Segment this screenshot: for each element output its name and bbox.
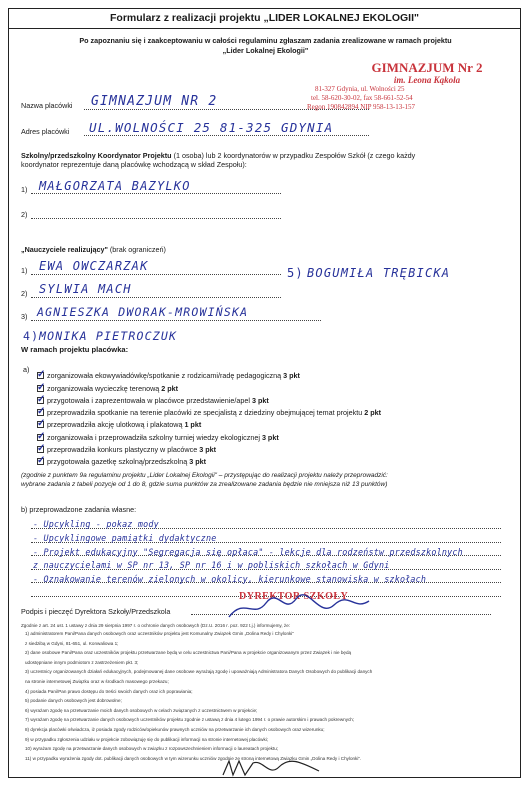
consent-item: 7) wyrażam zgodę na przetwarzanie danych osobowych uczestników projektu zgodnie z ustawą z dnia 4 lutego 1994 r. o prawie autorskim i prawach pokrewnych;: [25, 717, 355, 723]
note-line-1: (zgodnie z punktem 9a regulaminu projektu „Lider Lokalnej Ekologii" – przystępując do realizacji projektu należy przeprowadzić:: [21, 472, 388, 479]
address-field[interactable]: UL.WOLNOŚCI 25 81-325 GDYNIA: [89, 120, 334, 135]
consent-item: 5) podanie danych osobowych jest dobrowolne;: [25, 698, 122, 704]
address-line: [84, 135, 369, 136]
own-task-field[interactable]: z nauczycielami w SP nr 13, SP nr 16 i w pobliskich szkołach w Gdyni: [33, 560, 390, 570]
director-signature-icon: [224, 589, 374, 625]
activity-points: 1 pkt: [184, 420, 202, 429]
activity-points: 2 pkt: [364, 408, 381, 417]
consent-item: 11) w przypadku wyrażenia zgody dot. publikacji danych osobowych w tym wizerunku uczniów zgodnie ze stroną internetową Związku Gmin „Dolina Redy i Chylonki".: [25, 755, 362, 761]
coordinators-heading: [21, 151, 516, 160]
stamp-line-5: Regon 190842894 NIP 958-13-13-157: [307, 103, 416, 111]
consent-item: 1) administratorem Pani/Pana danych osobowych oraz uczestników projektu jest Komunalny Związek Gmin „Dolina Redy i Chylonki": [25, 631, 294, 636]
stamp-line-1: GIMNAZJUM Nr 2: [371, 60, 483, 75]
teacher-num: 2): [21, 289, 28, 298]
teachers-heading-bold: „Nauczyciele realizujący": [21, 245, 108, 254]
checkmark-icon: ✓: [37, 406, 46, 417]
teacher-4-field[interactable]: MONIKA PIETROCZUK: [39, 329, 178, 343]
activity-text: przeprowadziła konkurs plastyczny w placówce: [47, 445, 198, 454]
checkmark-icon: ✓: [37, 418, 46, 429]
school-stamp: [307, 61, 517, 112]
activity-item: [47, 445, 216, 454]
note-line-2: wybrane zadania z tabeli pozycje od 1 do 8, gdzie suma punktów za zrealizowane zadania będzie nie mniejsza niż 13 punktów): [21, 481, 388, 488]
activity-item: [47, 433, 279, 442]
coordinators-heading-bold: Szkolny/przedszkolny Koordynator Projektu: [21, 151, 172, 160]
section-a-label: a): [23, 365, 30, 374]
form-page: [8, 8, 521, 778]
activity-text: przeprowadziła akcję ulotkową i plakatową: [47, 420, 183, 429]
activity-text: przygotowała i zaprezentowała w placówce przedstawienie/apel: [47, 396, 250, 405]
consent-item: 2) dane osobowe Pani/Pana oraz uczestników projektu przetwarzane będą w celu uczestnictwa Pani/Pana w projekcie organizowanym przez Związek i nie będą: [25, 650, 352, 656]
consent-item: 9) w przypadku zgłoszenia udziału w projekcie zobowiązuję się do publikacji informacji na stronie internetowej placówki;: [25, 736, 269, 742]
coordinator-line: [31, 218, 281, 219]
form-title: Formularz z realizacji projektu „LIDER LOKALNEJ EKOLOGII": [9, 9, 520, 29]
coordinator-num: 1): [21, 185, 28, 194]
stamp-line-2: im. Leona Kąkola: [393, 75, 461, 85]
teacher-1-field[interactable]: EWA OWCZARZAK: [39, 259, 149, 273]
activity-text: zorganizowała i przeprowadziła szkolny turniej wiedzy ekologicznej: [47, 433, 260, 442]
own-task-field[interactable]: - Upcyklingowe pamiątki dydaktyczne: [33, 533, 217, 543]
coordinator-1-field[interactable]: MAŁGORZATA BAZYLKO: [39, 179, 191, 193]
activity-points: 3 pkt: [189, 457, 207, 466]
intro-line-1: Po zapoznaniu się i zaakceptowaniu w całości regulaminu zgłaszam zadania zrealizowane w ramach projektu: [79, 36, 452, 45]
activity-points: 3 pkt: [283, 371, 300, 380]
teachers-heading-rest: (brak ograniczeń): [107, 245, 166, 254]
own-task-field[interactable]: - Upcykling - pokaz mody: [33, 519, 159, 529]
consent-item: udostępniane innym podmiotom z zastrzeżeniem pkt. 3;: [25, 659, 139, 665]
consent-heading: Zgodnie z art. 24 ust. 1 ustawy z dnia 29 sierpnia 1997 r. o ochronie danych osobowych (Dz.U. 2016 r. poz. 922 t.j.) informujemy, że:: [21, 623, 291, 628]
activities-heading: W ramach projektu placówka:: [21, 345, 129, 354]
activity-item: [47, 420, 201, 429]
activity-item: [47, 384, 178, 393]
activity-item: [47, 396, 269, 405]
consent-item: 3) uczestnicy organizowanych działań edukacyjnych, podejmowanej dane osobowe wyrażają zgodę i upoważniają Administratora Danych Osobowych do publikacji danych: [25, 669, 373, 675]
signature-label: Podpis i pieczęć Dyrektora Szkoły/Przedszkola: [21, 607, 171, 616]
consent-item: 10) wyrażam zgodę na przetwarzanie danych osobowych w związku z rozpowszechnieniem informacji o laureatach projektu;: [25, 746, 279, 752]
school-name-field[interactable]: GIMNAZJUM NR 2: [91, 94, 218, 109]
activity-item: [47, 408, 381, 417]
consent-item: 8) dyrekcja placówki oświadcza, iż posiada zgody rodziców/opiekunów prawnych uczniów na przetwarzanie ich danych osobowych oraz wizerunku;: [25, 727, 325, 732]
activity-points: 3 pkt: [199, 445, 216, 454]
coordinators-heading-rest: (1 osoba) lub 2 koordynatorów w przypadku Zespołów Szkół (z czego każdy: [171, 151, 416, 160]
stamp-line-3: 81-327 Gdynia, ul. Wolności 25: [315, 85, 405, 93]
own-task-field[interactable]: - Oznakowanie terenów zielonych w okolicy, kierunkowe stanowiska w szkołach: [33, 574, 427, 584]
activity-item: [47, 371, 300, 380]
intro-line-2: „Lider Lokalnej Ekologii": [222, 46, 309, 55]
coordinator-line: [31, 193, 281, 194]
teacher-4-num: 4): [23, 329, 40, 343]
activity-points: 3 pkt: [261, 433, 279, 442]
teacher-5-num: 5): [287, 266, 304, 280]
teacher-3-field[interactable]: AGNIESZKA DWORAK-MROWIŃSKA: [37, 305, 249, 319]
consent-item: z siedzibą w Gdyni, 81-651, ul. Konwaliowa 1;: [25, 640, 119, 646]
teacher-line: [31, 320, 321, 321]
director-stamp: DYREKTOR SZKOŁY: [239, 591, 349, 602]
teacher-num: 3): [21, 312, 28, 321]
school-name-label: Nazwa placówki: [21, 101, 73, 110]
coordinators-line-2: koordynator reprezentuje daną placówkę wchodzącą w skład Zespołu):: [21, 160, 247, 169]
activity-item: [47, 457, 206, 466]
teacher-line: [31, 274, 281, 275]
checkmark-icon: ✓: [37, 394, 46, 405]
coordinator-num: 2): [21, 210, 28, 219]
checkmark-icon: ✓: [37, 382, 46, 393]
checkmark-icon: ✓: [37, 431, 46, 442]
teacher-5-field[interactable]: BOGUMIŁA TRĘBICKA: [307, 266, 451, 280]
own-task-field[interactable]: - Projekt edukacyjny "Segregacja się opłaca" - lekcje dla rodzeństw przedszkolnych: [33, 547, 463, 557]
stamp-line-4: tel. 58-620-30-02, fax 58-661-52-54: [311, 94, 413, 102]
address-label: Adres placówki: [21, 127, 70, 136]
consent-item: 6) wyrażam zgodę na przetwarzanie moich danych osobowych w celach związanych z uczestnictwem w projekcie;: [25, 707, 258, 713]
activity-text: przeprowadziła spotkanie na terenie placówki ze specjalistą z dziedziny obejmującej temat projektu: [47, 408, 363, 417]
activity-text: zorganizowała ekowywiadówkę/spotkanie z rodzicami/radę pedagogiczną: [47, 371, 282, 380]
consent-item: 4) posiada Pani/Pan prawo dostępu do treści swoich danych oraz ich poprawiania;: [25, 688, 193, 694]
teacher-num: 1): [21, 266, 28, 275]
activity-text: przygotowała gazetkę szkolną/przedszkolną: [47, 457, 188, 466]
checkmark-icon: ✓: [37, 455, 46, 466]
section-b-label: b) przeprowadzone zadania własne:: [21, 505, 137, 514]
consent-item: na stronie internetowej Związku oraz w środkach masowego przekazu;: [25, 679, 169, 684]
checkmark-icon: ✓: [37, 369, 46, 380]
teacher-line: [31, 297, 281, 298]
activity-points: 2 pkt: [161, 384, 179, 393]
activity-text: zorganizowała wycieczkę terenową: [47, 384, 160, 393]
teacher-2-field[interactable]: SYLWIA MACH: [39, 282, 132, 296]
activity-points: 3 pkt: [251, 396, 269, 405]
checkmark-icon: ✓: [37, 443, 46, 454]
teachers-heading: [21, 245, 166, 254]
